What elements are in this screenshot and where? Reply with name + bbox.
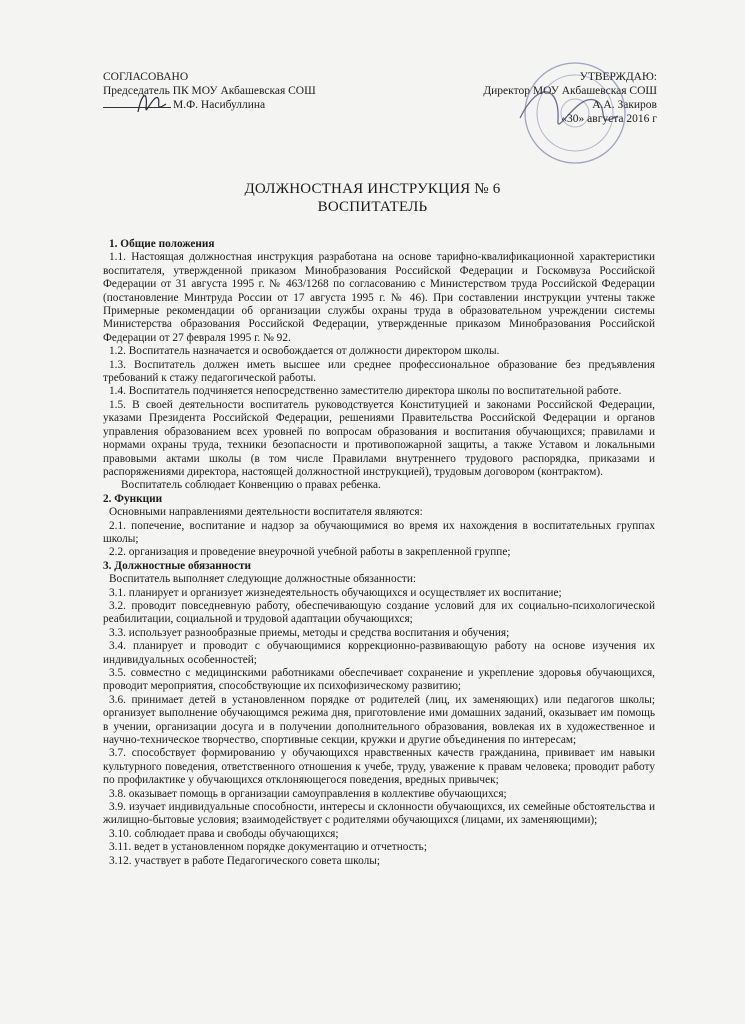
instruction-body [103, 238, 655, 868]
paragraph-3-intro: Воспитатель выполняет следующие должностные обязанности: [109, 573, 417, 586]
paragraph-1-6: Воспитатель соблюдает Конвенцию о правах ребенка. [121, 479, 381, 492]
signature-scribble-left [132, 86, 172, 120]
section-1-heading: 1. Общие положения [109, 238, 215, 250]
paragraph-3-4: 3.4. планирует и проводит с обучающимися коррекционно-развивающую работу на основе изучения их индивидуальных особенностей; [103, 640, 655, 666]
agreed-signer: М.Ф. Насибуллина [173, 99, 266, 111]
document-title [0, 180, 745, 216]
paragraph-3-7: 3.7. способствует формированию у обучающихся нравственных качеств гражданина, прививает им навыки культурного поведения, ответственного отношения к учебе, труду, уважение к правам человека; проводит работу по профилактике у обучающихся отклоняющегося поведения, вредных привычек; [103, 747, 655, 787]
paragraph-3-12: 3.12. участвует в работе Педагогического совета школы; [109, 854, 380, 867]
paragraph-1-5: 1.5. В своей деятельности воспитатель руководствуется Конституцией и законами Российской Федерации, указами Президента Российской Федерации, решениями Правительства Российской Федерации и органов управления образованием всех уровней по вопросам образования и воспитания обучающихся; правилами и нормами охраны труда, техники безопасности и противопожарной защиты, а также Уставом и локальными правовыми актами школы (в том числе Правилами внутреннего трудового распорядка, приказами и распоряжениями директора, настоящей должностной инструкцией), трудовым договором (контрактом). [103, 398, 655, 478]
paragraph-3-3: 3.3. использует разнообразные приемы, методы и средства воспитания и обучения; [109, 626, 510, 639]
paragraph-1-1: 1.1. Настоящая должностная инструкция разработана на основе тарифно-квалификационной характеристики воспитателя, утвержденной приказом Минобразования Российской Федерации и Госкомвуза Российской Федерации от 31 августа 1995 г. № 463/1268 по согласованию с Министерством труда Российской Федерации (постановление Минтруда России от 17 августа 1995 г. № 46). При составлении инструкции учтены также Примерные рекомендации об организации службы охраны труда в образовательном учреждении системы Министерства образования Российской Федерации, утвержденные приказом Минобразования Российской Федерации от 27 февраля 1995 г. № 92. [103, 251, 655, 344]
paragraph-3-5: 3.5. совместно с медицинскими работниками обеспечивает сохранение и укрепление здоровья обучающихся, проводит мероприятия, способствующие их психофизическому развитию; [103, 667, 655, 693]
title-line-1: ДОЛЖНОСТНАЯ ИНСТРУКЦИЯ № 6 [244, 181, 501, 197]
agreed-position: Председатель ПК МОУ Акбашевская СОШ [103, 85, 316, 97]
paragraph-2-1: 2.1. попечение, воспитание и надзор за обучающимися во время их нахождения в воспитательных группах школы; [103, 519, 655, 545]
paragraph-3-6: 3.6. принимает детей в установленном порядке от родителей (лиц, их заменяющих) или педагогов школы; организует выполнение обучающимся режима дня, приготовление ими домашних заданий, оказывает им помощь в учении, организации досуга и в получении дополнительного образования, вовлекая их в художественное и научно-техническое творчество, спортивные секции, кружки и другие объединения по интересам; [103, 693, 655, 747]
agreed-label: СОГЛАСОВАНО [103, 71, 189, 83]
paragraph-3-2: 3.2. проводит повседневную работу, обеспечивающую создание условий для их социально-психологической реабилитации, социальной и трудовой адаптации обучающихся; [103, 599, 655, 626]
paragraph-3-1: 3.1. планирует и организует жизнедеятельность обучающихся и осуществляет их воспитание; [109, 586, 562, 599]
paragraph-1-3: 1.3. Воспитатель должен иметь высшее или среднее профессиональное образование без предъявления требований к стажу педагогической работы. [103, 358, 655, 385]
paragraph-3-11: 3.11. ведет в установленном порядке документацию и отчетность; [109, 841, 427, 854]
approved-position: Директор МОУ Акбашевская СОШ [483, 85, 657, 97]
approved-signer: А.А. Закиров [592, 99, 657, 111]
paragraph-2-2: 2.2. организация и проведение внеурочной учебной работы в закрепленной группе; [109, 546, 511, 559]
paragraph-3-10: 3.10. соблюдает права и свободы обучающихся; [109, 827, 339, 840]
paragraph-3-8: 3.8. оказывает помощь в организации самоуправления в коллективе обучающихся; [109, 787, 507, 800]
section-3-heading: 3. Должностные обязанности [103, 559, 252, 572]
paragraph-1-4: 1.4. Воспитатель подчиняется непосредственно заместителю директора школы по воспитательной работе. [109, 385, 622, 398]
approved-label: УТВЕРЖДАЮ: [579, 71, 657, 83]
approved-date: «30» августа 2016 г [561, 113, 657, 125]
school-stamp [500, 58, 650, 168]
section-2-heading: 2. Функции [103, 492, 163, 505]
paragraph-1-2: 1.2. Воспитатель назначается и освобождается от должности директором школы. [109, 345, 500, 358]
paragraph-2-intro: Основными направлениями деятельности воспитателя являются: [109, 506, 423, 519]
paragraph-3-9: 3.9. изучает индивидуальные способности, интересы и склонности обучающихся, их семейные обстоятельства и жилищно-бытовые условия; взаимодействует с родителями обучающихся (лицами, их заменяющими); [103, 801, 655, 827]
title-line-2: ВОСПИТАТЕЛЬ [317, 199, 428, 215]
